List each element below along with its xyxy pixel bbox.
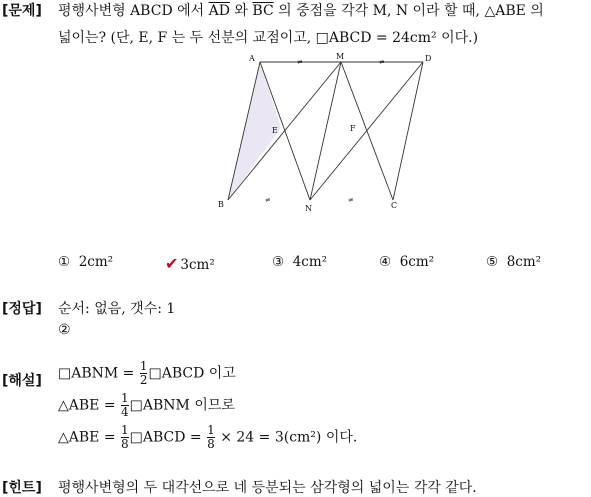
label-b: B bbox=[218, 200, 224, 209]
solution-tag: [해설] bbox=[2, 373, 42, 389]
parallelogram-figure bbox=[215, 50, 445, 215]
option-4[interactable]: ④ 6cm² bbox=[379, 254, 435, 270]
hint-tag: [힌트] bbox=[2, 480, 42, 496]
label-d: D bbox=[425, 54, 432, 63]
segment-mn bbox=[310, 62, 341, 200]
svg-text:≠: ≠ bbox=[379, 58, 385, 66]
option-2[interactable]: ✔ 3cm² bbox=[165, 254, 215, 273]
problem-tag: [문제] bbox=[2, 3, 42, 19]
label-e: E bbox=[272, 126, 278, 135]
option-3[interactable]: ③ 4cm² bbox=[272, 254, 328, 270]
side-dc bbox=[393, 62, 423, 200]
solution-line-2: △ABE = $\frac{1}{4}$ □ABNM 이므로 bbox=[58, 391, 235, 419]
option-1[interactable]: ① 2cm² bbox=[58, 254, 114, 270]
problem-line-2: 넓이는? (단, E, F 는 두 선분의 교점이고, □ABCD = 24cm² 이다.) bbox=[58, 30, 479, 46]
label-a: A bbox=[249, 54, 255, 63]
problem-line-1: 평행사변형 ABCD 에서 $\overline{AD}$ 와 $\overline{BC}$ 의 중점을 각각 M, N 이라 할 때, △ABE 의 bbox=[58, 3, 544, 19]
answer-tag: [정답] bbox=[2, 301, 42, 317]
check-mark-icon: ✔ bbox=[165, 254, 179, 273]
solution-line-1: □ABNM = $\frac{1}{2}$ □ABCD 이고 bbox=[58, 359, 236, 387]
svg-text:≠: ≠ bbox=[265, 196, 271, 204]
answer-meta: 순서: 없음, 갯수: 1 bbox=[58, 301, 176, 317]
label-f: F bbox=[350, 124, 356, 133]
label-m: M bbox=[336, 52, 345, 61]
answer-value: ② bbox=[58, 322, 71, 338]
segment-bc: $\overline{BC}$ bbox=[252, 3, 274, 19]
solution-line-3: △ABE = $\frac{1}{8}$ □ABCD = $\frac{1}{8}$ × 24 = 3(cm²) 이다. bbox=[58, 423, 358, 451]
svg-text:≠: ≠ bbox=[348, 196, 354, 204]
label-n: N bbox=[305, 204, 312, 213]
hint-text: 평행사변형의 두 대각선으로 네 등분되는 삼각형의 넓이는 각각 같다. bbox=[58, 480, 477, 496]
option-5[interactable]: ⑤ 8cm² bbox=[486, 254, 542, 270]
svg-text:≠: ≠ bbox=[297, 58, 303, 66]
segment-nd bbox=[310, 62, 423, 200]
label-c: C bbox=[391, 201, 398, 210]
segment-ad: $\overline{AD}$ bbox=[208, 3, 230, 19]
